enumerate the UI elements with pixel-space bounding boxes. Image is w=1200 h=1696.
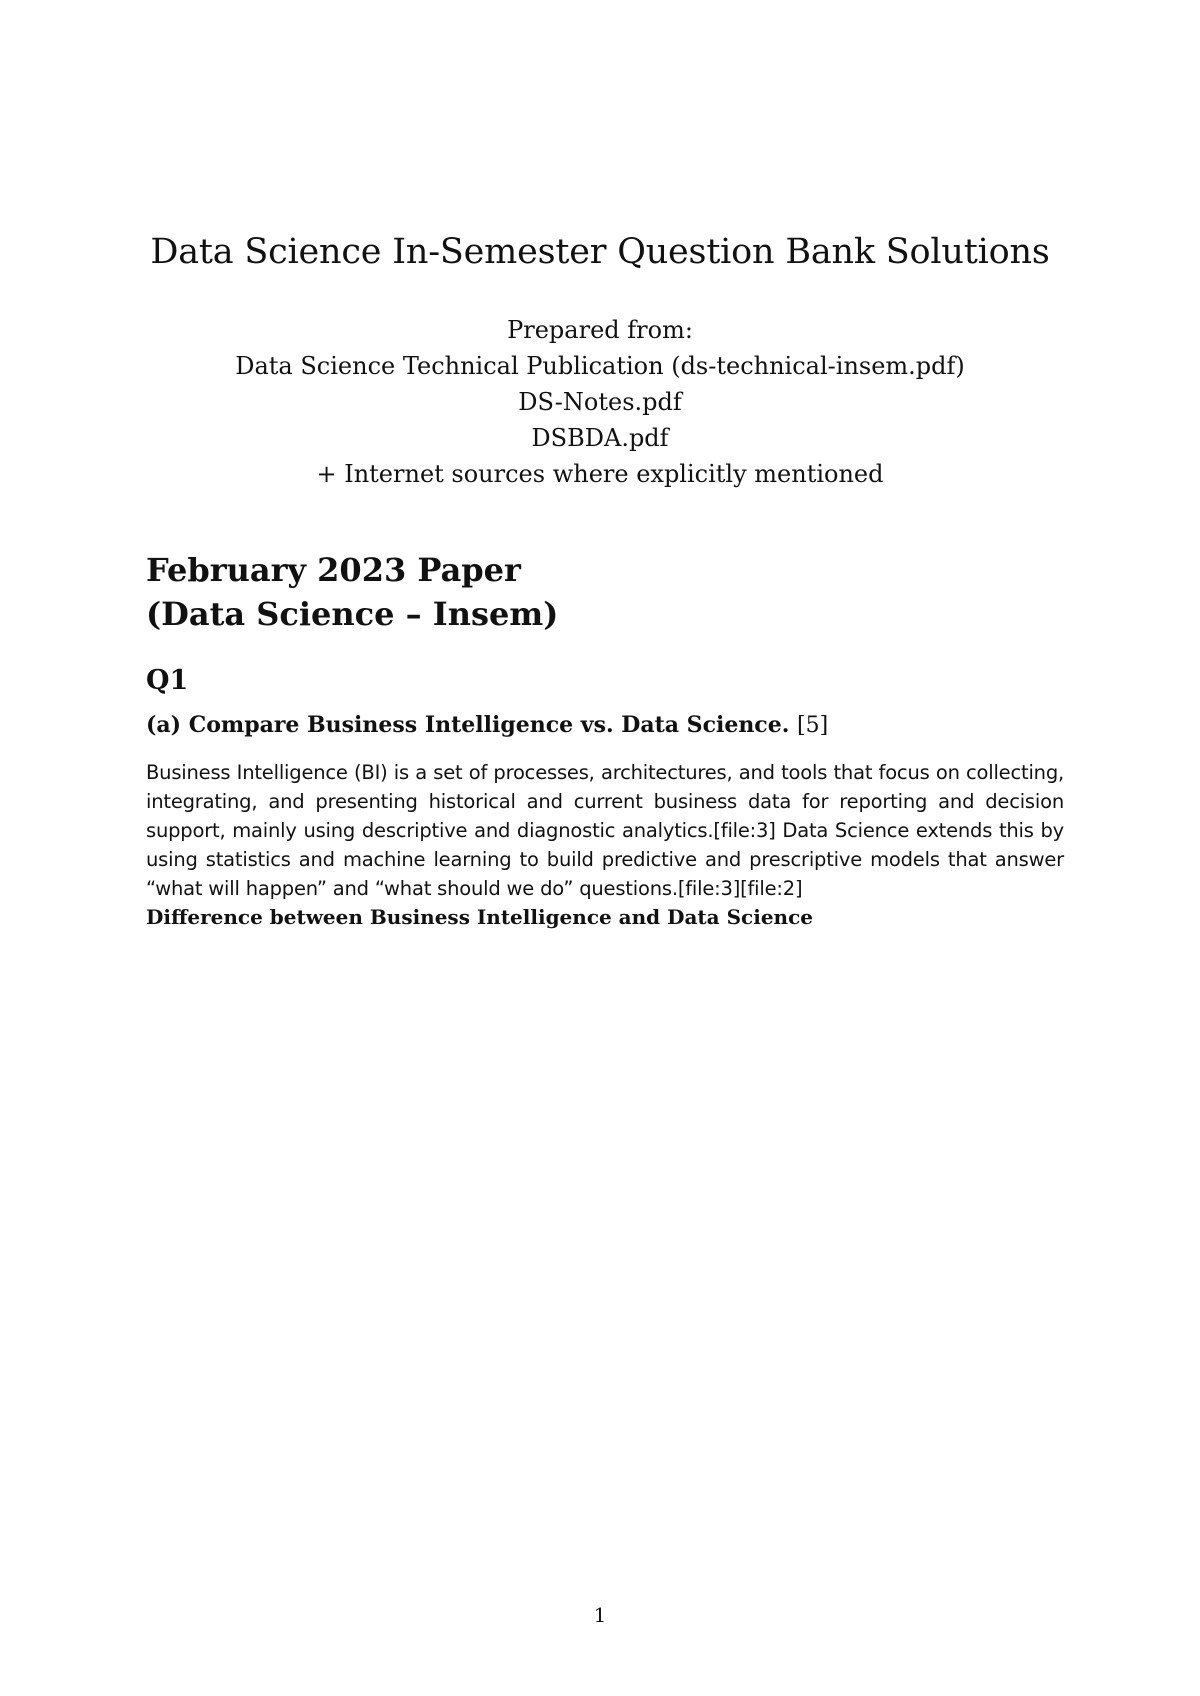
source-item: + Internet sources where explicitly mentioned [316, 460, 884, 488]
source-item: DS-Notes.pdf [518, 388, 682, 416]
page-number: 1 [593, 1603, 607, 1627]
difference-heading: Difference between Business Intelligence and Data Science [146, 905, 813, 929]
paper-heading [146, 548, 558, 636]
document-title: Data Science In-Semester Question Bank Solutions [150, 232, 1050, 272]
subquestion-text: (a) Compare Business Intelligence vs. Data Science. [146, 712, 790, 738]
question-heading: Q1 [146, 665, 189, 696]
source-item: DSBDA.pdf [531, 424, 669, 452]
subquestion-heading [146, 712, 828, 738]
paper-heading-line1: February 2023 Paper [146, 551, 521, 589]
paper-heading-line2: (Data Science – Insem) [146, 595, 559, 633]
source-item: Data Science Technical Publication (ds-technical-insem.pdf) [235, 352, 965, 380]
sources-block [0, 312, 1200, 492]
prepared-from-label: Prepared from: [507, 316, 693, 344]
answer-paragraph [146, 758, 1064, 932]
answer-text: Business Intelligence (BI) is a set of processes, architectures, and tools that focus on collecting, integrating, and presenting historical and current business data for reporting and decision support, mainly using descriptive and diagnostic analytics.[file:3] Data Science extends this by using statistics and machine learning to build predictive and prescriptive models that answer “what will happen” and “what should we do” questions.[file:3][file:2] [146, 761, 1064, 900]
subquestion-marks: [5] [797, 713, 829, 738]
